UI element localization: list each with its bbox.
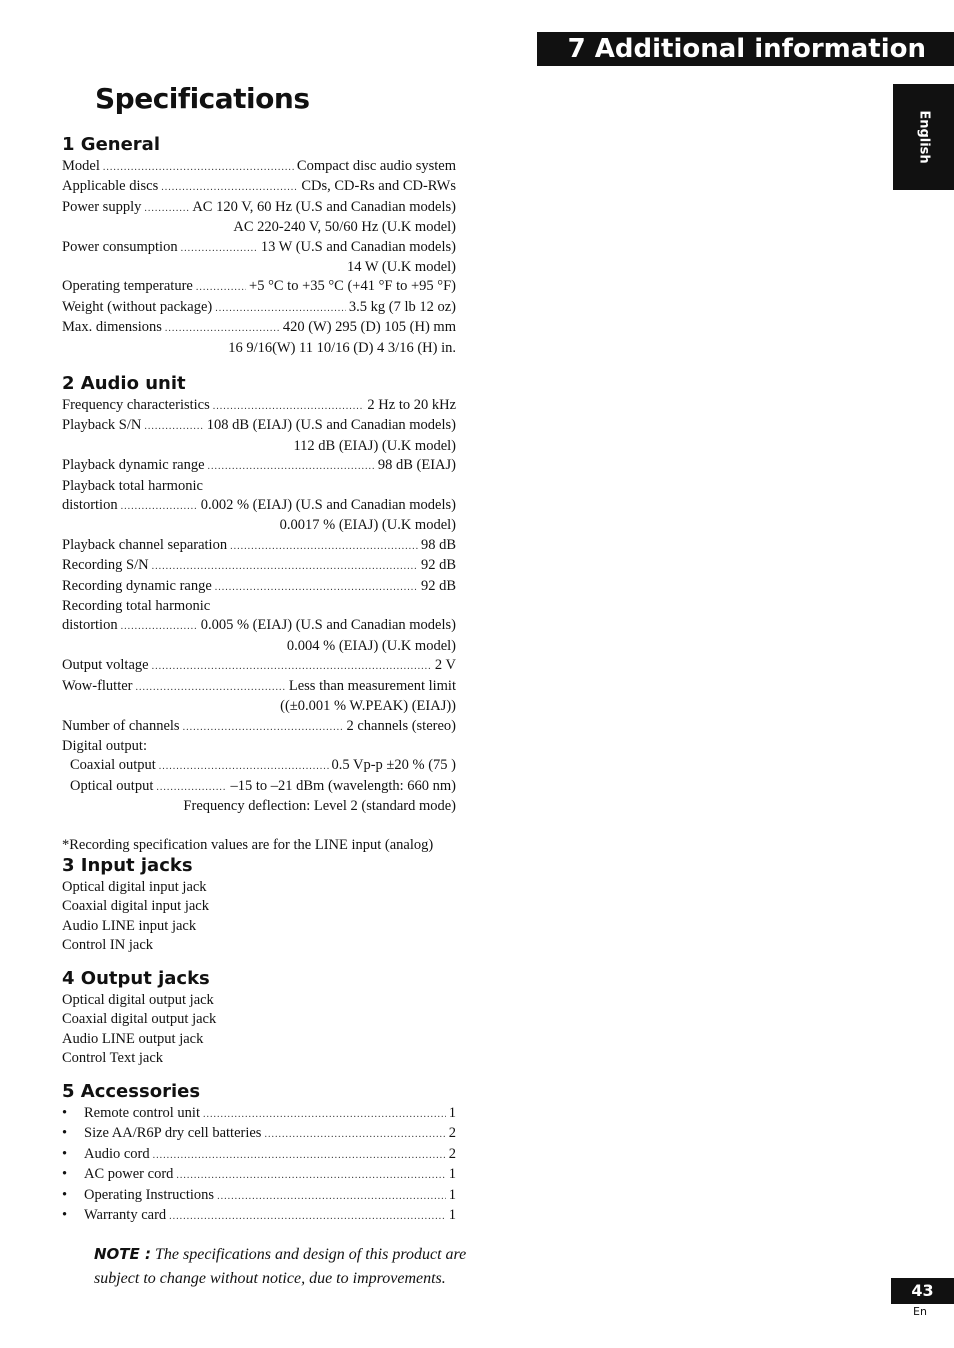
bullet-icon: • bbox=[62, 1145, 68, 1162]
spec-label: Playback dynamic range bbox=[62, 457, 205, 474]
dot-leader bbox=[169, 1207, 446, 1226]
section-heading: 2 Audio unit bbox=[62, 373, 186, 394]
spec-subheading: Digital output: bbox=[62, 737, 147, 754]
accessory-label: Operating Instructions bbox=[84, 1186, 215, 1203]
spec-value: AC 120 V, 60 Hz (U.S and Canadian models) bbox=[192, 198, 456, 215]
dot-leader bbox=[152, 657, 432, 676]
bullet-icon: • bbox=[62, 1186, 68, 1203]
spec-row bbox=[62, 577, 456, 597]
spec-value: 0.002 % (EIAJ) (U.S and Canadian models) bbox=[200, 497, 456, 514]
spec-row bbox=[62, 536, 456, 556]
page-number: 43 bbox=[891, 1278, 954, 1304]
spec-row bbox=[62, 416, 456, 436]
note bbox=[94, 1242, 474, 1291]
dot-leader bbox=[183, 718, 344, 737]
spec-value: Less than measurement limit bbox=[288, 677, 456, 694]
bullet-icon: • bbox=[62, 1166, 68, 1183]
list-item bbox=[62, 1186, 456, 1206]
list-item: Audio LINE output jack bbox=[62, 1030, 204, 1047]
spec-label: Model bbox=[62, 158, 100, 174]
spec-value: 92 dB bbox=[420, 577, 456, 594]
spec-row bbox=[62, 198, 456, 218]
spec-row bbox=[62, 777, 456, 797]
spec-value: 3.5 kg (7 lb 12 oz) bbox=[348, 298, 456, 315]
dot-leader bbox=[215, 299, 346, 318]
spec-continuation: ((±0.001 % W.PEAK) (EIAJ)) bbox=[280, 698, 456, 715]
language-side-tab bbox=[893, 84, 954, 190]
spec-label: Playback channel separation bbox=[62, 536, 228, 553]
spec-label: distortion bbox=[62, 617, 118, 634]
list-item bbox=[62, 1104, 456, 1124]
list-item: Control Text jack bbox=[62, 1050, 164, 1067]
dot-leader bbox=[213, 397, 365, 416]
chapter-header: 7 Additional information bbox=[537, 32, 954, 66]
spec-row bbox=[62, 616, 456, 636]
list-item bbox=[62, 1145, 456, 1165]
jack-list bbox=[62, 991, 456, 1069]
spec-value: 92 dB bbox=[420, 557, 456, 574]
spec-row bbox=[62, 298, 456, 318]
note-label: NOTE : bbox=[94, 1245, 152, 1263]
dot-leader bbox=[165, 319, 280, 338]
spec-row bbox=[62, 456, 456, 476]
spec-value: 0.5 Vp-p ±20 % (75 ) bbox=[331, 757, 456, 774]
spec-row bbox=[62, 717, 456, 737]
spec-subheading: Playback total harmonic bbox=[62, 477, 203, 494]
section-general bbox=[62, 133, 456, 358]
list-item bbox=[62, 1206, 456, 1226]
list-item: Control IN jack bbox=[62, 937, 154, 954]
dot-leader bbox=[181, 239, 258, 258]
spec-label: Output voltage bbox=[62, 657, 149, 674]
spec-value: 0.005 % (EIAJ) (U.S and Canadian models) bbox=[200, 617, 456, 634]
list-item: Audio LINE input jack bbox=[62, 917, 197, 934]
spec-row bbox=[62, 277, 456, 297]
spec-continuation: AC 220-240 V, 50/60 Hz (U.K model) bbox=[233, 219, 456, 236]
jack-list bbox=[62, 878, 456, 956]
spec-continuation: 0.0017 % (EIAJ) (U.K model) bbox=[279, 517, 456, 534]
accessory-quantity: 1 bbox=[448, 1105, 456, 1121]
spec-label: distortion bbox=[62, 497, 118, 514]
section-output-jacks bbox=[62, 967, 456, 1069]
accessory-quantity: 1 bbox=[448, 1207, 456, 1224]
spec-continuation: 112 dB (EIAJ) (U.K model) bbox=[293, 437, 456, 454]
section-heading: 5 Accessories bbox=[62, 1081, 201, 1102]
spec-label: Recording dynamic range bbox=[62, 577, 212, 594]
spec-label: Operating temperature bbox=[62, 278, 193, 295]
spec-label: Number of channels bbox=[62, 717, 180, 734]
dot-leader bbox=[156, 778, 227, 797]
dot-leader bbox=[196, 278, 246, 297]
dot-leader bbox=[264, 1125, 445, 1144]
spec-label: Weight (without package) bbox=[62, 298, 213, 315]
dot-leader bbox=[121, 617, 198, 636]
spec-value: Compact disc audio system bbox=[296, 158, 456, 174]
spec-subheading: Recording total harmonic bbox=[62, 598, 211, 615]
accessory-label: AC power cord bbox=[84, 1166, 174, 1183]
page-title: Specifications bbox=[95, 82, 310, 115]
accessory-label: Warranty card bbox=[84, 1207, 167, 1224]
section-audio-unit bbox=[62, 372, 456, 855]
spec-label: Wow-flutter bbox=[62, 677, 133, 694]
dot-leader bbox=[144, 199, 189, 218]
list-item: Coaxial digital input jack bbox=[62, 898, 209, 915]
spec-value: 2 channels (stereo) bbox=[346, 717, 456, 734]
list-item bbox=[62, 1124, 456, 1144]
spec-row bbox=[62, 656, 456, 676]
spec-label: Playback S/N bbox=[62, 417, 142, 434]
spec-label: Optical output bbox=[70, 777, 154, 794]
spec-continuation: 14 W (U.K model) bbox=[346, 259, 456, 276]
section-heading: 1 General bbox=[62, 134, 160, 155]
spec-row bbox=[62, 756, 456, 776]
spec-list bbox=[62, 396, 456, 817]
spec-value: –15 to –21 dBm (wavelength: 660 nm) bbox=[230, 777, 456, 794]
spec-value: 98 dB (EIAJ) bbox=[377, 457, 456, 474]
spec-value: 98 dB bbox=[420, 536, 456, 553]
note-text: The specifications and design of this product are subject to change without notice, due to improvements. bbox=[94, 1246, 467, 1287]
spec-label: Recording S/N bbox=[62, 557, 149, 574]
spec-row bbox=[62, 496, 456, 516]
spec-value: 13 W (U.S and Canadian models) bbox=[260, 238, 456, 255]
dot-leader bbox=[159, 757, 329, 776]
section-heading: 4 Output jacks bbox=[62, 968, 210, 989]
list-item bbox=[62, 1165, 456, 1185]
spec-value: 2 Hz to 20 kHz bbox=[367, 397, 456, 413]
spec-row bbox=[62, 177, 456, 197]
accessory-label: Remote control unit bbox=[84, 1105, 200, 1121]
spec-label: Applicable discs bbox=[62, 178, 159, 195]
spec-value: CDs, CD-Rs and CD-RWs bbox=[301, 178, 456, 195]
page-language: En bbox=[913, 1305, 927, 1318]
spec-continuation: 0.004 % (EIAJ) (U.K model) bbox=[286, 637, 456, 654]
spec-label: Power supply bbox=[62, 198, 142, 215]
spec-row bbox=[62, 677, 456, 697]
spec-value: +5 °C to +35 °C (+41 °F to +95 °F) bbox=[249, 278, 456, 295]
spec-value: 420 (W) 295 (D) 105 (H) mm bbox=[282, 319, 456, 336]
section-input-jacks bbox=[62, 854, 456, 956]
accessory-label: Size AA/R6P dry cell batteries bbox=[84, 1125, 262, 1142]
dot-leader bbox=[217, 1187, 446, 1206]
dot-leader bbox=[203, 1105, 446, 1124]
section-heading: 3 Input jacks bbox=[62, 855, 193, 876]
spec-continuation: 16 9/16(W) 11 10/16 (D) 4 3/16 (H) in. bbox=[228, 339, 456, 356]
spec-value: 2 V bbox=[434, 657, 456, 674]
dot-leader bbox=[121, 497, 198, 516]
bullet-icon: • bbox=[62, 1105, 68, 1121]
accessory-quantity: 2 bbox=[448, 1125, 456, 1142]
spec-row bbox=[62, 238, 456, 258]
spec-row bbox=[62, 318, 456, 338]
language-tab-label: English bbox=[916, 110, 931, 164]
list-item: Coaxial digital output jack bbox=[62, 1011, 217, 1028]
accessory-quantity: 1 bbox=[448, 1166, 456, 1183]
dot-leader bbox=[103, 158, 294, 177]
spec-label: Coaxial output bbox=[70, 757, 156, 774]
spec-label: Frequency characteristics bbox=[62, 397, 210, 413]
accessory-quantity: 1 bbox=[448, 1186, 456, 1203]
spec-row bbox=[62, 556, 456, 576]
dot-leader bbox=[136, 678, 286, 697]
section-accessories bbox=[62, 1080, 456, 1226]
bullet-icon: • bbox=[62, 1125, 68, 1142]
dot-leader bbox=[208, 457, 375, 476]
dot-leader bbox=[215, 578, 418, 597]
accessory-quantity: 2 bbox=[448, 1145, 456, 1162]
spec-row bbox=[62, 396, 456, 416]
spec-row bbox=[62, 157, 456, 177]
spec-value: 108 dB (EIAJ) (U.S and Canadian models) bbox=[206, 417, 456, 434]
dot-leader bbox=[153, 1146, 446, 1165]
dot-leader bbox=[161, 178, 298, 197]
list-item: Optical digital output jack bbox=[62, 992, 214, 1008]
bullet-icon: • bbox=[62, 1207, 68, 1224]
dot-leader bbox=[144, 417, 203, 436]
dot-leader bbox=[176, 1166, 445, 1185]
spec-list bbox=[62, 157, 456, 358]
dot-leader bbox=[230, 537, 418, 556]
spec-continuation: Frequency deflection: Level 2 (standard mode) bbox=[183, 798, 456, 815]
spec-label: Max. dimensions bbox=[62, 319, 162, 336]
accessory-list bbox=[62, 1104, 456, 1226]
footnote: *Recording specification values are for the LINE input (analog) bbox=[62, 836, 434, 853]
spec-label: Power consumption bbox=[62, 238, 178, 255]
dot-leader bbox=[152, 557, 418, 576]
list-item: Optical digital input jack bbox=[62, 879, 207, 895]
accessory-label: Audio cord bbox=[84, 1145, 150, 1162]
